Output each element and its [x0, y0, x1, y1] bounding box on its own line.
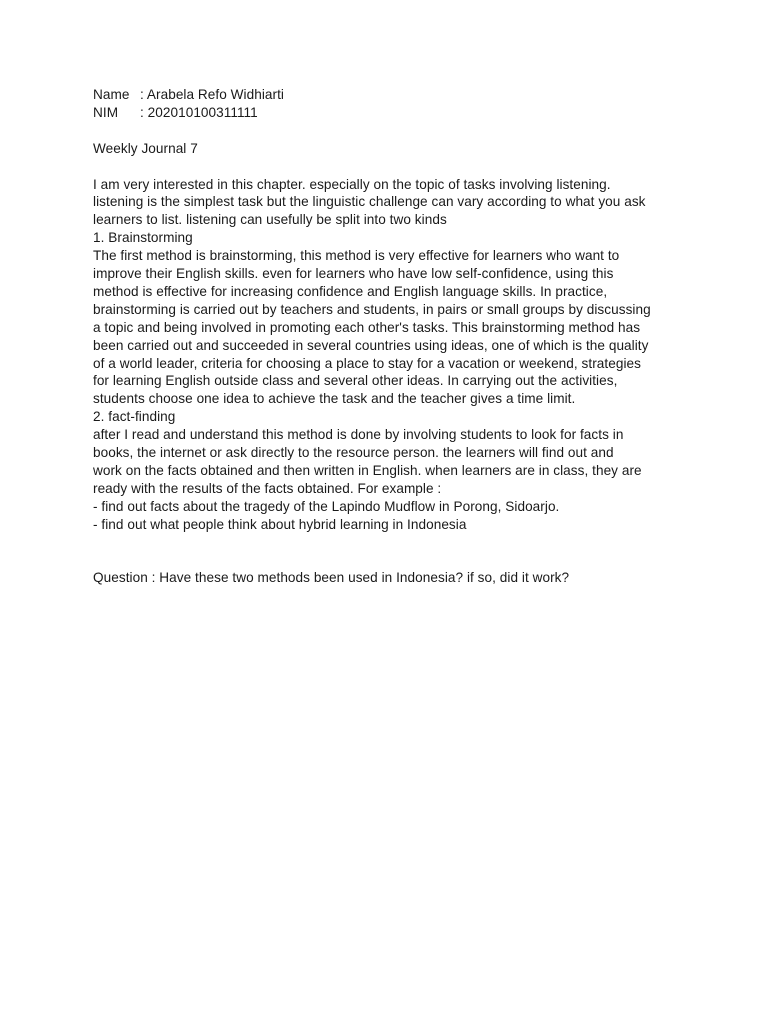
- journal-title: Weekly Journal 7: [93, 140, 198, 156]
- nim-value: : 202010100311111: [140, 104, 258, 120]
- name-row: [93, 86, 683, 104]
- name-value: : Arabela Refo Widhiarti: [140, 87, 285, 102]
- brainstorming-line: a topic and being involved in promoting each other's tasks. This brainstorming method has: [93, 319, 641, 335]
- brainstorming-line: been carried out and succeeded in several countries using ideas, one of which is the quality: [93, 337, 649, 353]
- nim-label: NIM: [93, 104, 119, 120]
- intro-line: listening is the simplest task but the linguistic challenge can vary according to what you ask: [93, 194, 646, 210]
- nim-row: [93, 104, 683, 122]
- example-item: - find out facts about the tragedy of the Lapindo Mudflow in Porong, Sidoarjo.: [93, 498, 560, 514]
- brainstorming-line: of a world leader, criteria for choosing a place to stay for a vacation or weekend, strategies: [93, 355, 641, 371]
- brainstorming-line: The first method is brainstorming, this method is very effective for learners who want to: [93, 248, 620, 264]
- fact-finding-line: work on the facts obtained and then written in English. when learners are in class, they are: [93, 463, 642, 478]
- document-content: [93, 86, 683, 587]
- brainstorming-line: students choose one idea to achieve the task and the teacher gives a time limit.: [93, 391, 576, 407]
- name-label: Name: [93, 87, 130, 102]
- example-item: - find out what people think about hybrid learning in Indonesia: [93, 516, 467, 532]
- spacer: [93, 534, 683, 570]
- section-heading-brainstorming: 1. Brainstorming: [93, 230, 193, 246]
- fact-finding-line: books, the internet or ask directly to the resource person. the learners will find out and: [93, 445, 614, 461]
- section-heading-fact-finding: 2. fact-finding: [93, 409, 176, 425]
- intro-line: I am very interested in this chapter. especially on the topic of tasks involving listening.: [93, 176, 611, 192]
- intro-line: learners to list. listening can usefully be split into two kinds: [93, 212, 447, 228]
- brainstorming-line: for learning English outside class and several other ideas. In carrying out the activities,: [93, 373, 618, 389]
- fact-finding-line: ready with the results of the facts obtained. For example :: [93, 480, 442, 496]
- brainstorming-line: method is effective for increasing confidence and English language skills. In practice,: [93, 283, 608, 299]
- brainstorming-line: brainstorming is carried out by teachers and students, in pairs or small groups by discussing: [93, 301, 651, 317]
- fact-finding-line: after I read and understand this method is done by involving students to look for facts in: [93, 427, 624, 443]
- spacer: [93, 122, 683, 140]
- brainstorming-line: improve their English skills. even for learners who have low self-confidence, using this: [93, 266, 614, 282]
- spacer: [93, 158, 683, 176]
- question-line: Question : Have these two methods been used in Indonesia? if so, did it work?: [93, 570, 570, 586]
